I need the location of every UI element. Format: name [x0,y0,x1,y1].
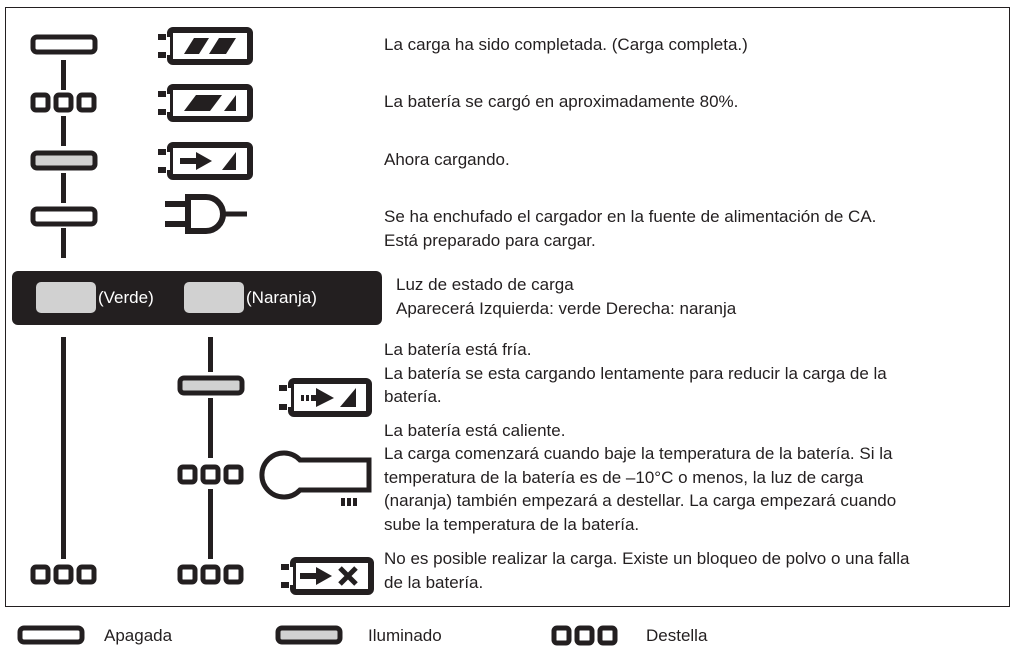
led-flash-indicator [33,95,94,110]
legend-lit-swatch [278,628,340,642]
legend-flash-swatch [554,628,615,643]
legend-lit-label: Iluminado [368,626,442,645]
led-flash-indicator [33,567,94,582]
right-column-connectors [208,337,213,559]
error-text-line1: No es posible realizar la carga. Existe un bloqueo de polvo o una falla [384,549,910,568]
led-lit-indicator [180,378,242,393]
orange-light-label: (Naranja) [246,288,317,307]
thermometer-hot-icon [262,453,369,506]
charging-text: Ahora cargando. [384,150,510,169]
cold-text-line3: batería. [384,387,442,406]
battery-slow-charge-icon [279,381,369,414]
status-light-title: Luz de estado de carga [396,275,574,294]
hot-text-line2: La carga comenzará cuando baje la temperatura de la batería. Si la [384,444,893,463]
cold-text-line1: La batería está fría. [384,340,532,359]
led-lit-indicator [33,153,95,168]
orange-light-swatch [184,282,244,313]
led-off-indicator [33,209,95,224]
status-light-bar [12,271,382,325]
hot-text-line3: temperatura de la batería es de –10°C o menos, la luz de carga [384,468,864,487]
battery-full-icon [158,30,250,62]
error-text-line2: de la batería. [384,573,484,592]
legend-off-label: Apagada [104,626,173,645]
green-light-swatch [36,282,96,313]
battery-charging-icon [158,145,250,177]
green-light-label: (Verde) [98,288,154,307]
legend-off-swatch [20,628,82,642]
led-flash-indicator [180,467,241,482]
hot-text-line5: sube la temperatura de la batería. [384,515,640,534]
led-flash-indicator [180,567,241,582]
ac-plug-icon [165,197,247,231]
plugged-text-line1: Se ha enchufado el cargador en la fuente de alimentación de CA. [384,207,877,226]
hot-text-line4: (naranja) también empezará a destellar. La carga empezará cuando [384,491,897,510]
plugged-text-line2: Está preparado para cargar. [384,231,596,250]
hot-text-line1: La batería está caliente. [384,421,566,440]
legend-flash-label: Destella [646,626,708,645]
cold-text-line2: La batería se esta cargando lentamente para reducir la carga de la [384,364,887,383]
status-light-desc: Aparecerá Izquierda: verde Derecha: naranja [396,299,737,318]
battery-error-icon [281,560,371,592]
battery-80-icon [158,87,250,119]
eighty-percent-text: La batería se cargó en aproximadamente 80%. [384,92,739,111]
led-off-indicator [33,37,95,52]
full-charge-text: La carga ha sido completada. (Carga completa.) [384,35,748,54]
